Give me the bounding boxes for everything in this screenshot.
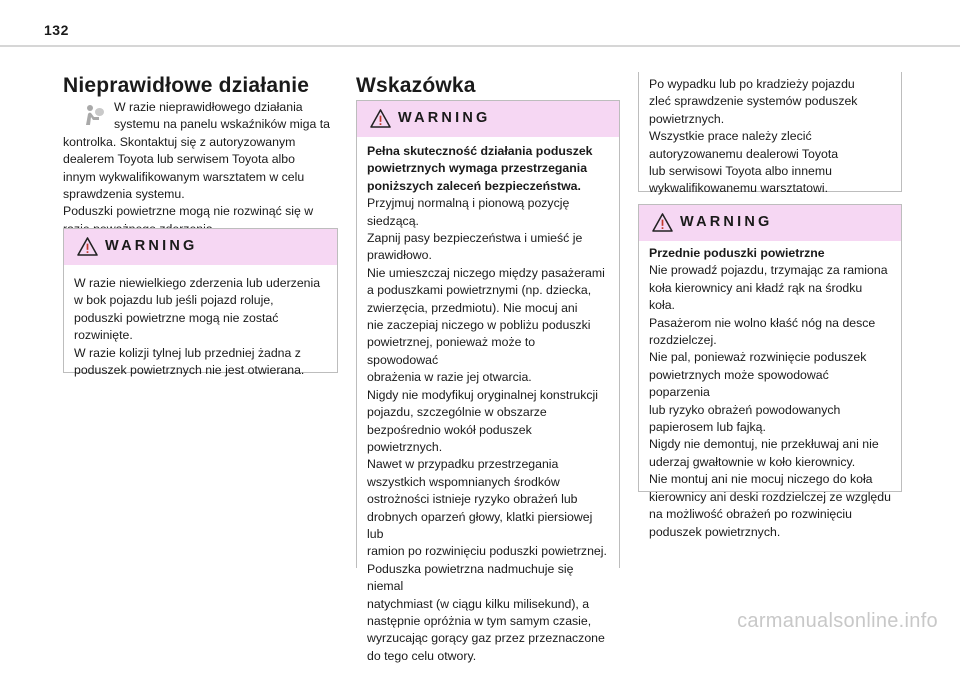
note-line: lub serwisowi Toyota albo innemu <box>649 164 832 179</box>
warning-line: lub ryzyko obrażeń powodowanych <box>649 402 841 417</box>
warning-line: Nie umieszczaj niczego między pasażerami <box>367 265 605 280</box>
warning-line: siedzącą. <box>367 213 419 228</box>
warning-bold-line: powietrznych wymaga przestrzegania <box>367 161 588 176</box>
page-number: 132 <box>44 22 69 38</box>
warning-line: W razie niewielkiego zderzenia lub uderzenia <box>74 276 321 290</box>
warning-line: kierownicy ani deski rozdzielczej ze względu <box>649 489 891 504</box>
warning-title: WARNING <box>105 238 198 254</box>
warning-line: następnie opróżnia w tym samym czasie, <box>367 613 592 628</box>
warning-title: WARNING <box>680 214 773 230</box>
note-line: Po wypadku lub po kradzieży pojazdu <box>649 77 855 91</box>
intro-paragraph <box>63 99 338 238</box>
warning-line: natychmiast (w ciągu kilku milisekund), a <box>367 596 590 611</box>
warning-bold-line: Pełna skuteczność działania poduszek <box>367 144 593 158</box>
warning-line: rozdzielczej. <box>649 333 717 348</box>
warning-line: Zapnij pasy bezpieczeństwa i umieść je <box>367 231 583 246</box>
warning-header <box>357 101 619 137</box>
note-line: autoryzowanemu dealerowi Toyota <box>649 146 839 161</box>
warning-line: na możliwość obrażeń po rozwinięciu <box>649 507 852 522</box>
note-line: zleć sprawdzenie systemów poduszek <box>649 94 858 109</box>
warning-line: Nie pal, ponieważ rozwinięcie poduszek <box>649 350 867 365</box>
warning-triangle-icon <box>652 213 673 232</box>
warning-line: Przyjmuj normalną i pionową pozycję <box>367 196 570 211</box>
intro-line: W razie nieprawidłowego działania <box>114 100 303 114</box>
warning-line: do tego celu otwory. <box>367 648 477 663</box>
warning-line: poduszki powietrzne mogą nie zostać <box>74 310 279 325</box>
warning-line: Nigdy nie modyfikuj oryginalnej konstrukcji <box>367 387 599 402</box>
warning-triangle-icon <box>370 109 391 128</box>
warning-line: uderzaj gwałtownie w koło kierownicy. <box>649 454 856 469</box>
section-title-tip: Wskazówka <box>356 74 476 97</box>
warning-text <box>639 241 901 549</box>
warning-bold-line: poniższych zaleceń bezpieczeństwa. <box>367 178 581 193</box>
warning-header <box>64 229 337 265</box>
intro-line: systemu na panelu wskaźników miga ta <box>114 117 330 132</box>
note-line: wykwalifikowanemu warsztatowi. <box>649 181 829 196</box>
warning-line: a poduszkami powietrznymi (np. dziecka, <box>367 283 592 298</box>
warning-line: ostrożności istnieje ryzyko obrażeń lub <box>367 492 578 507</box>
warning-box-left <box>63 228 338 378</box>
warning-line: koła kierownicy ani kładź rąk na środku koła. <box>649 280 863 313</box>
warning-line: zwierzęcia, przedmiotu). Nie mocuj ani <box>367 300 578 315</box>
warning-line: Nawet w przypadku przestrzegania <box>367 457 559 472</box>
warning-line: w bok pojazdu lub jeśli pojazd roluje, <box>74 293 274 308</box>
warning-line: drobnych oparzeń głowy, klatki piersiowej lub <box>367 509 593 541</box>
intro-line: dealerem Toyota lub serwisem Toyota albo <box>63 152 295 167</box>
warning-header <box>639 205 901 241</box>
section-title-malfunction: Nieprawidłowe działanie <box>63 74 310 97</box>
warning-line: Nigdy nie demontuj, nie przekłuwaj ani nie <box>649 437 879 452</box>
warning-line: Pasażerom nie wolno kłaść nóg na desce <box>649 315 876 330</box>
warning-line: prawidłowo. <box>367 248 432 263</box>
warning-line: W razie kolizji tylnej lub przedniej żadna z <box>74 345 301 360</box>
warning-triangle-icon <box>77 237 98 256</box>
intro-line: Poduszki powietrzne mogą nie rozwinąć się w <box>63 204 314 219</box>
warning-bold-line: Przednie poduszki powietrzne <box>649 246 825 260</box>
warning-text <box>64 265 337 387</box>
warning-line: rozwinięte. <box>74 328 133 343</box>
warning-line: ramion po rozwinięciu poduszki powietrznej. <box>367 544 607 559</box>
warning-line: Nie montuj ani nie mocuj niczego do koła <box>649 472 873 487</box>
warning-line: powietrznej, ponieważ może to spowodować <box>367 335 536 367</box>
watermark: carmanualsonline.info <box>737 610 938 632</box>
warning-line: poduszek powietrznych nie jest otwierana. <box>74 363 305 378</box>
intro-line: sprawdzenia systemu. <box>63 187 185 202</box>
warning-line: Poduszka powietrzna nadmuchuje się niemal <box>367 561 574 594</box>
note-line: powietrznych. <box>649 111 725 126</box>
warning-text <box>357 137 619 673</box>
warning-line: Nie prowadź pojazdu, trzymając za ramiona <box>649 263 888 278</box>
intro-line: innym wykwalifikowanym warsztatem w celu <box>63 169 305 184</box>
note-line: Wszystkie prace należy zlecić <box>649 129 812 144</box>
warning-box-middle <box>356 100 620 663</box>
intro-line: kontrolka. Skontaktuj się z autoryzowanym <box>63 134 296 149</box>
note-box <box>638 72 902 196</box>
warning-title: WARNING <box>398 110 491 126</box>
warning-line: wszystkich wspomnianych środków <box>367 474 560 489</box>
warning-line: poduszek powietrznych. <box>649 524 781 539</box>
warning-line: wyrzucając gorący gaz przez przeznaczone <box>367 631 605 646</box>
warning-line: nie zaczepiaj niczego w pobliżu poduszki <box>367 318 591 333</box>
warning-box-right <box>638 204 902 539</box>
warning-line: pojazdu, szczególnie w obszarze <box>367 405 547 420</box>
warning-line: powietrznych może spowodować poparzenia <box>649 367 829 400</box>
warning-line: papierosem lub fajką. <box>649 420 766 435</box>
top-divider <box>0 45 960 47</box>
warning-line: bezpośrednio wokół poduszek powietrznych. <box>367 422 532 454</box>
note-text <box>639 72 901 198</box>
warning-line: obrażenia w razie jej otwarcia. <box>367 370 532 385</box>
